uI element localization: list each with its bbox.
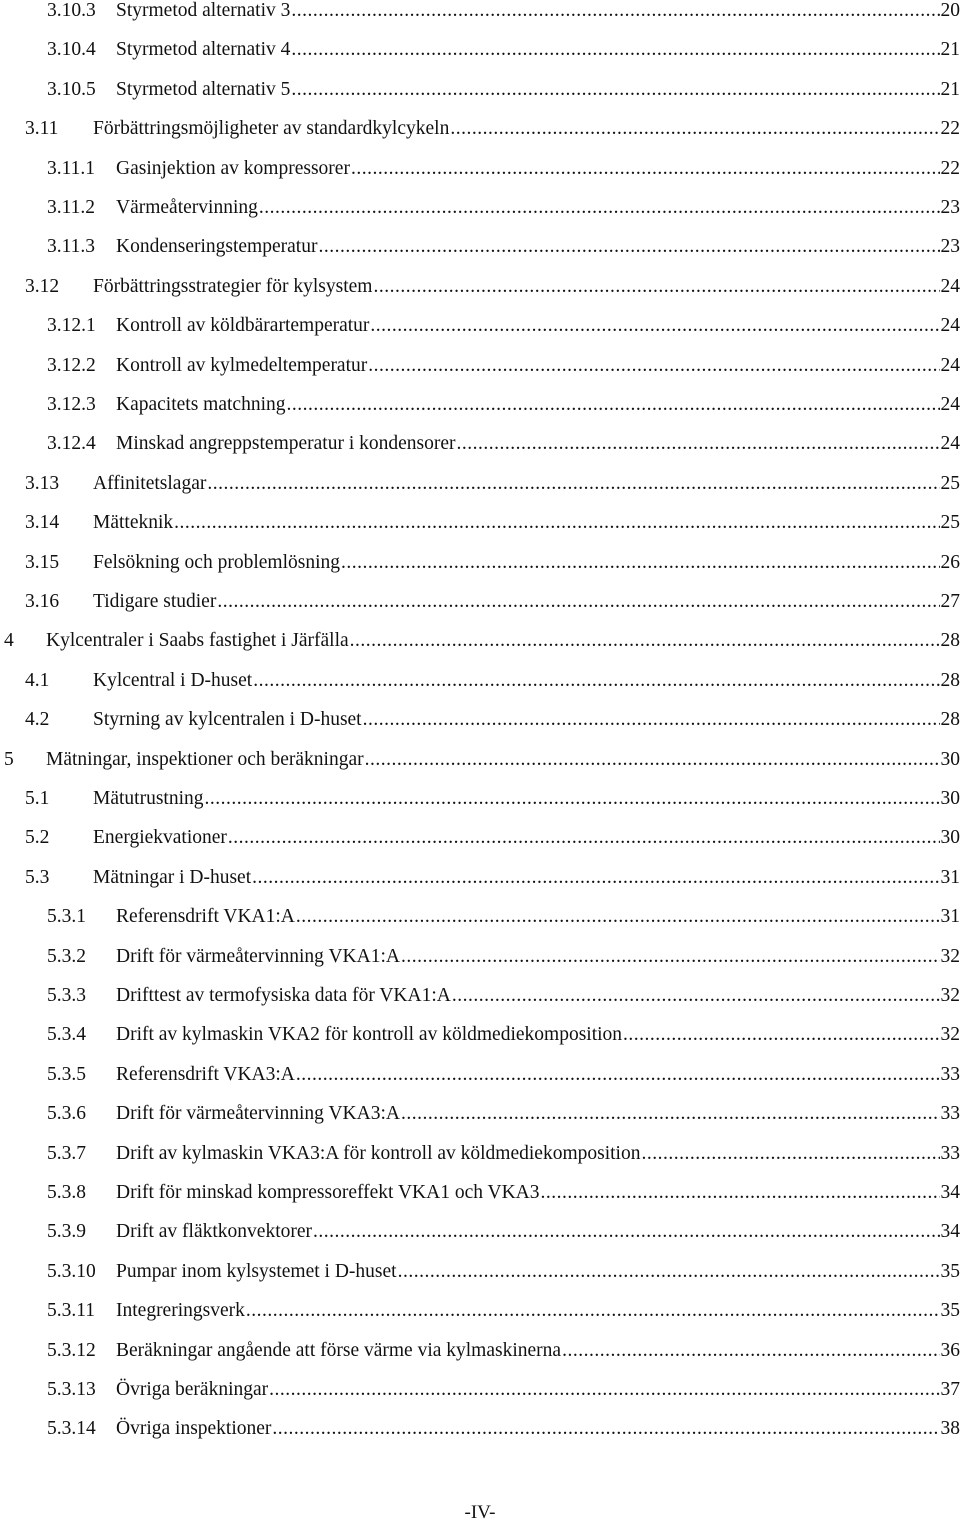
toc-entry-number: 3.10.5 — [47, 78, 96, 100]
toc-entry[interactable] — [0, 112, 960, 146]
toc-entry-number: 5.3.4 — [47, 1024, 86, 1046]
toc-entry-body — [93, 506, 960, 540]
toc-dot-leader — [350, 624, 940, 658]
toc-entry-title: Felsökning och problemlösning — [93, 551, 340, 573]
toc-entry-number: 3.13 — [25, 472, 60, 494]
toc-entry-number: 5.3 — [25, 866, 50, 888]
toc-entry-page: 32 — [940, 945, 960, 967]
toc-dot-leader — [452, 979, 940, 1013]
toc-entry-title: Övriga beräkningar — [116, 1379, 269, 1400]
toc-entry-page: 32 — [940, 1024, 960, 1046]
toc-entry-number: 3.12.2 — [47, 354, 96, 376]
toc-entry-title: Kontroll av köldbärartemperatur — [116, 315, 370, 337]
toc-dot-leader — [253, 664, 939, 698]
toc-entry-number: 5.3.5 — [47, 1063, 86, 1085]
toc-entry-page: 37 — [940, 1379, 960, 1400]
toc-entry-body — [116, 900, 960, 934]
toc-entry-title: Förbättringsmöjligheter av standardkylcykeln — [93, 118, 450, 140]
toc-entry[interactable] — [0, 33, 960, 67]
toc-dot-leader — [562, 1334, 939, 1368]
toc-entry-body — [116, 1137, 960, 1171]
toc-entry-body — [116, 73, 960, 107]
toc-entry-page: 35 — [940, 1300, 960, 1322]
toc-entry-number: 3.12 — [25, 275, 60, 297]
toc-entry-number: 3.11.3 — [47, 236, 96, 258]
toc-dot-leader — [252, 861, 939, 895]
toc-entry-body — [116, 0, 960, 28]
toc-entry-body — [116, 191, 960, 225]
toc-dot-leader — [401, 1097, 940, 1131]
toc-entry-number: 3.10.4 — [47, 39, 96, 61]
toc-entry[interactable] — [0, 1018, 960, 1052]
toc-entry-page: 30 — [940, 827, 960, 849]
toc-entry-page: 21 — [940, 39, 960, 61]
toc-dot-leader — [291, 73, 939, 107]
toc-entry[interactable] — [0, 979, 960, 1013]
toc-entry-page: 32 — [940, 985, 960, 1006]
toc-entry[interactable] — [0, 388, 960, 422]
toc-entry-title: Gasinjektion av kompressorer — [116, 157, 350, 179]
toc-entry-number: 4.1 — [25, 669, 50, 691]
toc-entry-number: 5.3.10 — [47, 1260, 96, 1282]
toc-entry-number: 5.3.3 — [47, 985, 86, 1006]
toc-entry-title: Mätteknik — [93, 512, 174, 534]
toc-entry-page: 24 — [940, 275, 960, 297]
toc-entry[interactable] — [0, 1412, 960, 1446]
toc-entry-title: Kylcentraler i Saabs fastighet i Järfälla — [46, 630, 349, 652]
toc-entry-number: 5 — [4, 748, 14, 770]
toc-entry[interactable] — [0, 152, 960, 186]
toc-entry-body — [116, 33, 960, 67]
toc-entry-number: 4 — [4, 630, 14, 652]
toc-entry-page: 33 — [940, 1142, 960, 1164]
toc-entry-page: 26 — [940, 551, 960, 573]
toc-entry-title: Förbättringsstrategier för kylsystem — [93, 275, 373, 297]
toc-entry-number: 5.3.13 — [47, 1379, 96, 1400]
toc-entry-body — [93, 821, 960, 855]
toc-entry-number: 5.1 — [25, 788, 50, 809]
toc-entry-title: Mätningar, inspektioner och beräkningar — [46, 748, 364, 770]
toc-entry-body — [93, 861, 960, 895]
toc-entry[interactable] — [0, 349, 960, 383]
toc-entry-page: 36 — [940, 1339, 960, 1361]
toc-entry-title: Kapacitets matchning — [116, 394, 286, 415]
toc-dot-leader — [351, 152, 940, 186]
toc-dot-leader — [217, 585, 939, 619]
toc-entry-body — [93, 270, 960, 304]
toc-entry-page: 24 — [940, 394, 960, 415]
toc-entry[interactable] — [0, 664, 960, 698]
toc-entry-number: 3.12.4 — [47, 433, 96, 455]
toc-entry-number: 5.3.9 — [47, 1221, 86, 1243]
toc-entry-page: 33 — [940, 1103, 960, 1125]
toc-entry-number: 3.10.3 — [47, 0, 96, 21]
toc-entry-number: 4.2 — [25, 709, 50, 731]
toc-entry[interactable] — [0, 1097, 960, 1131]
toc-dot-leader — [370, 309, 939, 343]
toc-entry-number: 5.2 — [25, 827, 50, 849]
toc-entry[interactable] — [0, 703, 960, 737]
toc-entry-title: Drift för värmeåtervinning VKA3:A — [116, 1103, 400, 1125]
toc-entry-body — [116, 1058, 960, 1092]
toc-entry-page: 38 — [940, 1418, 960, 1440]
toc-entry[interactable] — [0, 1176, 960, 1210]
toc-entry-title: Styrning av kylcentralen i D-huset — [93, 709, 362, 731]
toc-entry[interactable] — [0, 782, 960, 816]
toc-entry-body — [46, 743, 960, 777]
toc-entry-title: Referensdrift VKA3:A — [116, 1063, 295, 1085]
toc-entry[interactable] — [0, 861, 960, 895]
toc-entry-title: Drift för minskad kompressoreffekt VKA1 och VKA3 — [116, 1182, 540, 1203]
toc-entry[interactable] — [0, 1334, 960, 1368]
toc-dot-leader — [623, 1018, 939, 1052]
toc-entry-page: 24 — [940, 354, 960, 376]
toc-entry-body — [46, 624, 960, 658]
toc-entry-page: 24 — [940, 433, 960, 455]
toc-entry-title: Styrmetod alternativ 3 — [116, 0, 291, 21]
toc-dot-leader — [363, 703, 940, 737]
toc-entry-body — [116, 1097, 960, 1131]
toc-dot-leader — [401, 940, 940, 974]
toc-entry[interactable] — [0, 624, 960, 658]
toc-entry-title: Drift av fläktkonvektorer — [116, 1221, 313, 1243]
toc-dot-leader — [228, 821, 940, 855]
toc-entry-title: Mätutrustning — [93, 788, 204, 809]
toc-entry-body — [116, 979, 960, 1013]
toc-entry-number: 5.3.6 — [47, 1103, 86, 1125]
toc-entry[interactable] — [0, 900, 960, 934]
toc-entry[interactable] — [0, 270, 960, 304]
toc-entry-number: 5.3.11 — [47, 1300, 96, 1322]
toc-dot-leader — [286, 388, 939, 422]
toc-dot-leader — [269, 1373, 939, 1407]
toc-dot-leader — [341, 546, 940, 580]
toc-entry-body — [93, 782, 960, 816]
toc-entry[interactable] — [0, 1373, 960, 1407]
toc-dot-leader — [272, 1412, 939, 1446]
toc-dot-leader — [450, 112, 939, 146]
toc-entry[interactable] — [0, 585, 960, 619]
toc-entry[interactable] — [0, 467, 960, 501]
toc-entry-page: 31 — [940, 906, 960, 928]
toc-entry-page: 25 — [940, 512, 960, 534]
toc-entry-body — [116, 309, 960, 343]
toc-entry-body — [93, 703, 960, 737]
toc-entry-page: 23 — [940, 197, 960, 218]
toc-entry[interactable] — [0, 506, 960, 540]
toc-entry-title: Drift av kylmaskin VKA2 för kontroll av köldmediekomposition — [116, 1024, 623, 1046]
toc-entry[interactable] — [0, 1215, 960, 1249]
toc-dot-leader — [291, 33, 939, 67]
toc-dot-leader — [296, 1058, 940, 1092]
toc-entry-body — [116, 349, 960, 383]
toc-entry-body — [93, 664, 960, 698]
toc-entry-number: 3.16 — [25, 591, 60, 612]
toc-entry-number: 3.14 — [25, 512, 60, 534]
toc-entry[interactable] — [0, 743, 960, 777]
toc-entry-body — [116, 1334, 960, 1368]
toc-dot-leader — [641, 1137, 939, 1171]
toc-entry-page: 25 — [940, 472, 960, 494]
toc-entry-title: Övriga inspektioner — [116, 1418, 272, 1440]
toc-dot-leader — [207, 467, 939, 501]
toc-dot-leader — [313, 1215, 939, 1249]
toc-entry-body — [93, 467, 960, 501]
toc-entry-title: Drift av kylmaskin VKA3:A för kontroll av köldmediekomposition — [116, 1142, 641, 1164]
toc-entry-title: Affinitetslagar — [93, 472, 207, 494]
toc-entry-number: 3.12.1 — [47, 315, 96, 337]
toc-entry-page: 21 — [940, 78, 960, 100]
toc-entry-body — [116, 1294, 960, 1328]
toc-entry-page: 30 — [940, 748, 960, 770]
toc-entry-title: Värmeåtervinning — [116, 197, 258, 218]
toc-entry-title: Beräkningar angående att förse värme via kylmaskinerna — [116, 1339, 562, 1361]
toc-dot-leader — [174, 506, 939, 540]
toc-entry-title: Minskad angreppstemperatur i kondensorer — [116, 433, 456, 455]
toc-dot-leader — [205, 782, 940, 816]
toc-entry[interactable] — [0, 1294, 960, 1328]
toc-entry[interactable] — [0, 1137, 960, 1171]
toc-entry-number: 3.11.1 — [47, 157, 96, 179]
toc-entry-page: 34 — [940, 1221, 960, 1243]
toc-dot-leader — [246, 1294, 940, 1328]
toc-entry[interactable] — [0, 1255, 960, 1289]
toc-dot-leader — [365, 743, 940, 777]
toc-entry-page: 35 — [940, 1260, 960, 1282]
toc-entry[interactable] — [0, 1058, 960, 1092]
toc-dot-leader — [541, 1176, 940, 1210]
toc-entry-number: 5.3.2 — [47, 945, 86, 967]
toc-entry-body — [116, 1373, 960, 1407]
toc-entry-title: Referensdrift VKA1:A — [116, 906, 295, 928]
toc-entry-title: Kontroll av kylmedeltemperatur — [116, 354, 368, 376]
toc-entry-title: Kylcentral i D-huset — [93, 669, 253, 691]
toc-entry-body — [116, 1255, 960, 1289]
toc-entry-page: 23 — [940, 236, 960, 258]
toc-entry-body — [116, 427, 960, 461]
toc-entry-page: 24 — [940, 315, 960, 337]
toc-entry[interactable] — [0, 546, 960, 580]
toc-entry-page: 27 — [940, 591, 960, 612]
toc-entry-number: 3.12.3 — [47, 394, 96, 415]
toc-entry-body — [116, 940, 960, 974]
toc-dot-leader — [398, 1255, 940, 1289]
toc-entry-number: 5.3.7 — [47, 1142, 86, 1164]
toc-entry-page: 30 — [940, 788, 960, 809]
toc-entry-page: 28 — [940, 630, 960, 652]
toc-entry-number: 5.3.14 — [47, 1418, 96, 1440]
toc-entry-page: 20 — [940, 0, 960, 21]
toc-dot-leader — [318, 230, 939, 264]
toc-entry-title: Integreringsverk — [116, 1300, 245, 1322]
toc-entry-title: Kondenseringstemperatur — [116, 236, 318, 258]
toc-entry-number: 5.3.8 — [47, 1182, 86, 1203]
toc-entry-body — [116, 1215, 960, 1249]
toc-dot-leader — [291, 0, 939, 28]
toc-entry-title: Tidigare studier — [93, 591, 217, 612]
toc-entry-number: 3.11.2 — [47, 197, 96, 218]
toc-dot-leader — [259, 191, 940, 225]
toc-entry-body — [116, 230, 960, 264]
page-number-footer: -IV- — [464, 1502, 496, 1523]
toc-entry-body — [116, 152, 960, 186]
toc-entry[interactable] — [0, 230, 960, 264]
toc-entry[interactable] — [0, 309, 960, 343]
toc-entry-body — [93, 585, 960, 619]
toc-entry[interactable] — [0, 0, 960, 28]
toc-entry-title: Drift för värmeåtervinning VKA1:A — [116, 945, 400, 967]
toc-dot-leader — [296, 900, 940, 934]
toc-entry-number: 3.11 — [25, 118, 59, 140]
toc-entry-title: Styrmetod alternativ 4 — [116, 39, 291, 61]
toc-entry-body — [116, 1018, 960, 1052]
toc-entry-page: 31 — [940, 866, 960, 888]
toc-entry-page: 28 — [940, 669, 960, 691]
toc-entry-title: Pumpar inom kylsystemet i D-huset — [116, 1260, 397, 1282]
toc-entry[interactable] — [0, 821, 960, 855]
toc-entry[interactable] — [0, 73, 960, 107]
toc-dot-leader — [373, 270, 939, 304]
toc-entry[interactable] — [0, 191, 960, 225]
toc-entry-page: 28 — [940, 709, 960, 731]
toc-dot-leader — [368, 349, 939, 383]
toc-entry-page: 33 — [940, 1063, 960, 1085]
toc-entry[interactable] — [0, 427, 960, 461]
toc-entry-body — [93, 112, 960, 146]
toc-entry-title: Styrmetod alternativ 5 — [116, 78, 291, 100]
toc-entry-title: Energiekvationer — [93, 827, 227, 849]
toc-entry-number: 5.3.1 — [47, 906, 86, 928]
toc-entry-number: 5.3.12 — [47, 1339, 96, 1361]
toc-entry-number: 3.15 — [25, 551, 60, 573]
toc-entry-page: 34 — [940, 1182, 960, 1203]
toc-dot-leader — [457, 427, 940, 461]
toc-entry-page: 22 — [940, 157, 960, 179]
toc-entry-body — [116, 388, 960, 422]
toc-entry-body — [116, 1176, 960, 1210]
toc-entry[interactable] — [0, 940, 960, 974]
toc-entry-page: 22 — [940, 118, 960, 140]
toc-entry-body — [93, 546, 960, 580]
toc-entry-title: Mätningar i D-huset — [93, 866, 252, 888]
toc-entry-body — [116, 1412, 960, 1446]
toc-entry-title: Drifttest av termofysiska data för VKA1:A — [116, 985, 451, 1006]
